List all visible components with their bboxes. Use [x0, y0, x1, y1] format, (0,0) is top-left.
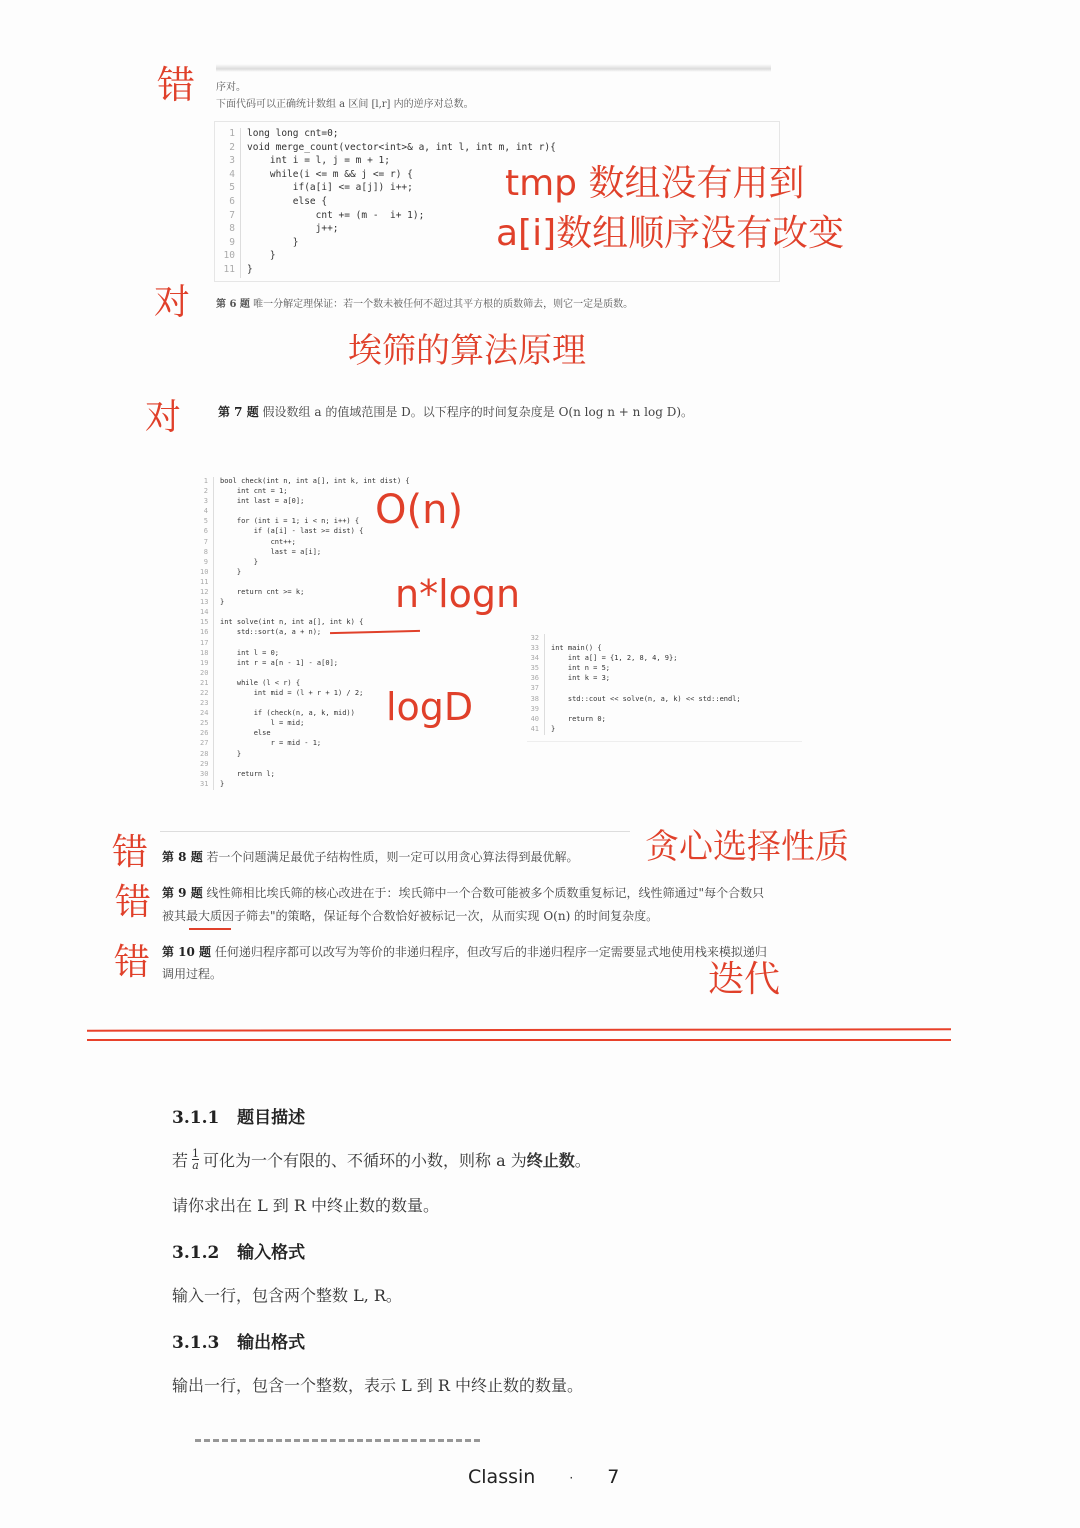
- q6-verdict: 对: [154, 282, 191, 323]
- q6-label: 第 6 题: [216, 299, 250, 310]
- q7-note-sort: n*logn: [395, 572, 521, 616]
- line-number: 7: [215, 210, 241, 224]
- code-line: [527, 715, 802, 725]
- divider: [160, 831, 630, 832]
- q7-label: 第 7 题: [218, 405, 259, 419]
- line-number: 2: [200, 487, 214, 497]
- code-line: [200, 649, 460, 659]
- code-line: [215, 142, 779, 156]
- desc-text: 可化为一个有限的、不循环的小数，则称 a 为: [203, 1151, 527, 1170]
- section-number: 3.1.2: [172, 1243, 220, 1263]
- q5-note-1: tmp 数组没有用到: [505, 163, 805, 204]
- code-text: }: [247, 236, 299, 248]
- line-number: 9: [200, 558, 214, 568]
- code-text: int main() {: [551, 644, 602, 653]
- code-line: [200, 750, 460, 760]
- line-number: 38: [527, 695, 545, 705]
- line-number: 17: [200, 639, 214, 649]
- code-line: [200, 760, 460, 770]
- code-text: else: [220, 729, 271, 738]
- line-number: 18: [200, 649, 214, 659]
- line-number: 7: [200, 538, 214, 548]
- section-title: 输出格式: [237, 1333, 306, 1353]
- line-number: 5: [200, 517, 214, 527]
- section-title: 输入格式: [237, 1243, 306, 1263]
- q10-line2: 调用过程。: [162, 967, 223, 981]
- q7-note-check: O(n): [375, 487, 464, 533]
- q6-note: 埃筛的算法原理: [348, 331, 586, 371]
- code-text: if (a[i] - last >= dist) {: [220, 527, 364, 536]
- line-number: 8: [215, 223, 241, 237]
- code-text: }: [551, 724, 556, 733]
- code-line: [527, 644, 802, 654]
- code-text: int cnt = 1;: [220, 487, 288, 496]
- line-number: 31: [200, 780, 214, 790]
- q7-verdict: 对: [145, 397, 182, 438]
- line-number: 33: [527, 644, 545, 654]
- line-number: 21: [200, 679, 214, 689]
- code-text: cnt++;: [220, 537, 296, 546]
- code-text: }: [220, 557, 258, 566]
- footer: [468, 1466, 619, 1488]
- output-format: 输出一行，包含一个整数，表示 L 到 R 中终止数的数量。: [172, 1376, 584, 1395]
- code-line: [200, 538, 460, 548]
- code-text: while(i <= m && j <= r) {: [247, 168, 413, 180]
- line-number: 30: [200, 770, 214, 780]
- code-text: else {: [247, 195, 328, 207]
- code-line: [200, 618, 460, 628]
- q5-line2: 下面代码可以正确统计数组 a 区间 [l,r] 内的逆序对总数。: [216, 99, 474, 110]
- code-text: return l;: [220, 769, 275, 778]
- line-number: 13: [200, 598, 214, 608]
- code-line: [215, 264, 779, 278]
- line-number: 41: [527, 725, 545, 735]
- q10-note: 迭代: [708, 959, 781, 1000]
- q8-label: 第 8 题: [162, 850, 203, 864]
- line-number: 22: [200, 689, 214, 699]
- code-text: }: [220, 779, 225, 788]
- underline-largest-prime: [189, 928, 231, 930]
- q7-code-right: [527, 634, 802, 742]
- q7-text: 假设数组 a 的值域范围是 D。以下程序的时间复杂度是 O(n log n + n log D)。: [262, 405, 694, 419]
- line-number: 25: [200, 719, 214, 729]
- line-number: 3: [200, 497, 214, 507]
- code-line: [527, 725, 802, 735]
- code-text: int solve(int n, int a[], int k) {: [220, 618, 364, 627]
- line-number: 26: [200, 729, 214, 739]
- line-number: 19: [200, 659, 214, 669]
- code-line: [527, 654, 802, 664]
- code-text: int mid = (l + r + 1) / 2;: [220, 688, 364, 697]
- code-line: [527, 664, 802, 674]
- q8-verdict: 错: [112, 832, 149, 873]
- code-text: void merge_count(vector<int>& a, int l, int m, int r){: [247, 141, 556, 153]
- red-divider-2: [87, 1039, 951, 1041]
- code-text: }: [247, 263, 253, 275]
- code-text: return cnt >= k;: [220, 588, 305, 597]
- code-line: [527, 705, 802, 715]
- line-number: 14: [200, 608, 214, 618]
- q9-verdict: 错: [115, 882, 152, 923]
- section-number: 3.1.1: [172, 1108, 220, 1128]
- line-number: 5: [215, 182, 241, 196]
- code-text: if(a[i] <= a[j]) i++;: [247, 182, 413, 194]
- q9-label: 第 9 题: [162, 886, 203, 900]
- q8-note: 贪心选择性质: [645, 827, 849, 867]
- code-line: [527, 684, 802, 694]
- line-number: 37: [527, 684, 545, 694]
- line-number: 2: [215, 142, 241, 156]
- code-text: int r = a[n - 1] - a[0];: [220, 658, 339, 667]
- line-number: 29: [200, 760, 214, 770]
- line-number: 11: [200, 578, 214, 588]
- code-text: for (int i = 1; i < n; i++) {: [220, 517, 360, 526]
- q10-line1: 任何递归程序都可以改写为等价的非递归程序，但改写后的非递归程序一定需要显式地使用栈来模拟递归: [214, 945, 767, 959]
- code-line: [200, 669, 460, 679]
- code-line: [527, 674, 802, 684]
- code-text: long long cnt=0;: [247, 128, 339, 139]
- footer-separator: ·: [569, 1470, 574, 1485]
- code-text: if (check(n, a, k, mid)): [220, 709, 355, 718]
- q5-note-2: a[i]数组顺序没有改变: [496, 213, 845, 254]
- code-text: bool check(int n, int a[], int k, int dist) {: [220, 477, 410, 485]
- code-line: [200, 739, 460, 749]
- line-number: 12: [200, 588, 214, 598]
- q10-label: 第 10 题: [162, 945, 212, 959]
- line-number: 9: [215, 237, 241, 251]
- code-line: [527, 695, 802, 705]
- page-number: 7: [607, 1466, 620, 1488]
- line-number: 8: [200, 548, 214, 558]
- line-number: 27: [200, 739, 214, 749]
- code-text: std::cout << solve(n, a, k) << std::endl;: [551, 694, 741, 703]
- line-number: 1: [215, 128, 241, 142]
- red-divider-1: [87, 1028, 951, 1032]
- code-line: [200, 477, 460, 487]
- q5-line1: 序对。: [216, 82, 246, 93]
- line-number: 28: [200, 750, 214, 760]
- code-line: [200, 548, 460, 558]
- code-line: [200, 780, 460, 790]
- code-text: int a[] = {1, 2, 8, 4, 9};: [551, 654, 678, 663]
- code-text: int l = 0;: [220, 648, 280, 657]
- code-text: l = mid;: [220, 719, 305, 728]
- code-text: int i = l, j = m + 1;: [247, 155, 390, 167]
- code-text: }: [220, 598, 225, 607]
- line-number: 10: [200, 568, 214, 578]
- code-line: [527, 634, 802, 644]
- q8-text: 若一个问题满足最优子结构性质，则一定可以用贪心算法得到最优解。: [206, 850, 579, 864]
- problem-description: [172, 1148, 591, 1171]
- q6-text: 唯一分解定理保证：若一个数未被任何不超过其平方根的质数筛去，则它一定是质数。: [253, 299, 634, 310]
- line-number: 1: [200, 477, 214, 487]
- line-number: 6: [215, 196, 241, 210]
- line-number: 20: [200, 669, 214, 679]
- line-number: 4: [215, 169, 241, 183]
- desc-text: 若: [172, 1151, 189, 1170]
- line-number: 6: [200, 527, 214, 537]
- code-text: int k = 3;: [551, 674, 611, 683]
- code-text: j++;: [247, 223, 339, 235]
- code-line: [200, 770, 460, 780]
- line-number: 3: [215, 155, 241, 169]
- code-line: [200, 659, 460, 669]
- line-number: 24: [200, 709, 214, 719]
- numerator: 1: [192, 1147, 200, 1160]
- input-format: 输入一行，包含两个整数 L, R。: [172, 1286, 402, 1305]
- line-number: 35: [527, 664, 545, 674]
- code-text: }: [247, 250, 276, 262]
- code-text: std::sort(a, a + n);: [220, 628, 322, 637]
- q9-line2: 被其最大质因子筛去"的策略，保证每个合数恰好被标记一次，从而实现 O(n) 的时间复杂度。: [162, 909, 659, 923]
- line-number: 34: [527, 654, 545, 664]
- line-number: 23: [200, 699, 214, 709]
- q10-verdict: 错: [114, 942, 151, 983]
- line-number: 36: [527, 674, 545, 684]
- line-number: 10: [215, 250, 241, 264]
- problem-task: 请你求出在 L 到 R 中终止数的数量。: [172, 1196, 440, 1215]
- section-title: 题目描述: [237, 1108, 306, 1128]
- code-text: }: [220, 749, 242, 758]
- code-text: int n = 5;: [551, 664, 611, 673]
- q5-verdict: 错: [157, 63, 196, 107]
- denominator: a: [192, 1159, 199, 1172]
- line-number: 4: [200, 507, 214, 517]
- line-number: 39: [527, 705, 545, 715]
- line-number: 15: [200, 618, 214, 628]
- code-line: [200, 729, 460, 739]
- code-text: }: [220, 567, 242, 576]
- code-text: return 0;: [551, 714, 606, 723]
- q9-line1: 线性筛相比埃氏筛的核心改进在于：埃氏筛中一个合数可能被多个质数重复标记，线性筛通过"每个合数只: [206, 886, 765, 900]
- code-line: [200, 558, 460, 568]
- code-text: cnt += (m - i+ 1);: [247, 209, 425, 221]
- q7-note-loop: logD: [386, 685, 474, 729]
- code-text: last = a[i];: [220, 547, 322, 556]
- section-number: 3.1.3: [172, 1333, 220, 1353]
- line-number: 16: [200, 628, 214, 638]
- footer-brand: Classin: [468, 1466, 536, 1488]
- cut-off-text: [216, 64, 771, 72]
- code-text: r = mid - 1;: [220, 739, 322, 748]
- desc-bold: 终止数: [526, 1151, 575, 1170]
- line-number: 32: [527, 634, 545, 644]
- cut-off-text: [195, 1439, 480, 1442]
- desc-text: 。: [574, 1151, 591, 1170]
- line-number: 11: [215, 264, 241, 278]
- code-line: [200, 639, 460, 649]
- line-number: 40: [527, 715, 545, 725]
- fraction: [192, 1148, 199, 1171]
- code-text: while (l < r) {: [220, 678, 301, 687]
- code-line: [215, 128, 779, 142]
- code-text: int last = a[0];: [220, 497, 305, 506]
